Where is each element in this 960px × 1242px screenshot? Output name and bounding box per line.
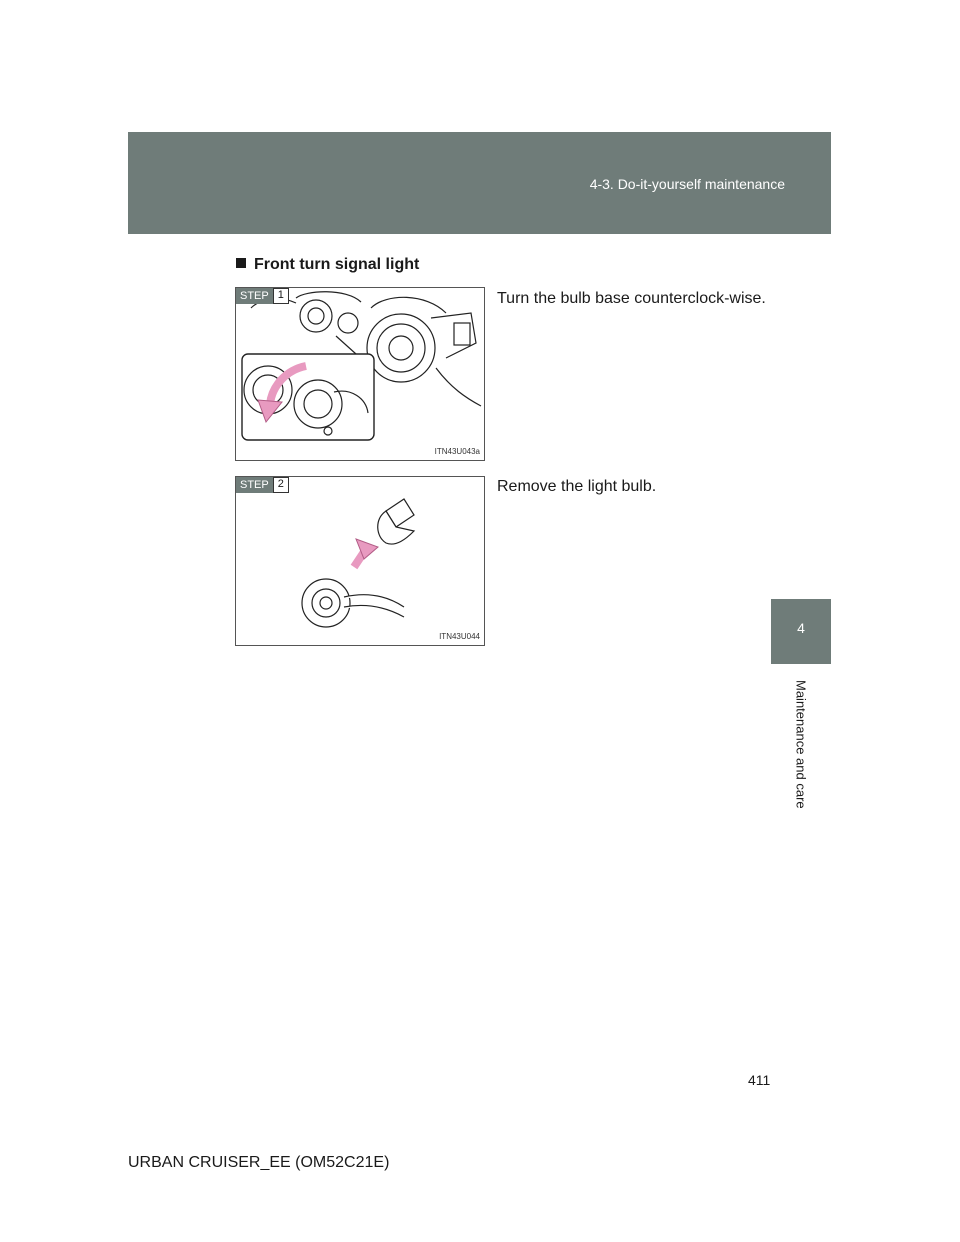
step-1-text: Turn the bulb base counterclock-wise. — [497, 290, 766, 307]
page-number: 411 — [748, 1072, 771, 1088]
step-badge-label: STEP — [236, 477, 273, 493]
footer-model-code: URBAN CRUISER_EE (OM52C21E) — [128, 1154, 390, 1171]
step-badge-label: STEP — [236, 288, 273, 304]
chapter-tab-label-text: Maintenance and care — [793, 679, 809, 809]
step-2-badge — [236, 477, 289, 493]
step-badge-number: 1 — [273, 288, 289, 304]
figure-code: ITN43U044 — [439, 632, 480, 641]
chapter-tab-label — [771, 664, 831, 824]
bulb-removal-illustration — [236, 477, 484, 645]
section-heading-text: Front turn signal light — [254, 256, 420, 273]
square-bullet-icon — [236, 258, 246, 268]
step-2-text: Remove the light bulb. — [497, 478, 657, 495]
step-1-figure — [235, 287, 485, 461]
step-1-badge — [236, 288, 289, 304]
step-2-figure — [235, 476, 485, 646]
step-badge-number: 2 — [273, 477, 289, 493]
chapter-tab-number: 4 — [771, 599, 831, 664]
section-title: 4-3. Do-it-yourself maintenance — [589, 176, 785, 192]
figure-code: ITN43U043a — [434, 447, 480, 456]
bulb-socket-illustration — [236, 288, 484, 460]
header-bar — [128, 132, 831, 234]
section-heading — [236, 256, 419, 274]
